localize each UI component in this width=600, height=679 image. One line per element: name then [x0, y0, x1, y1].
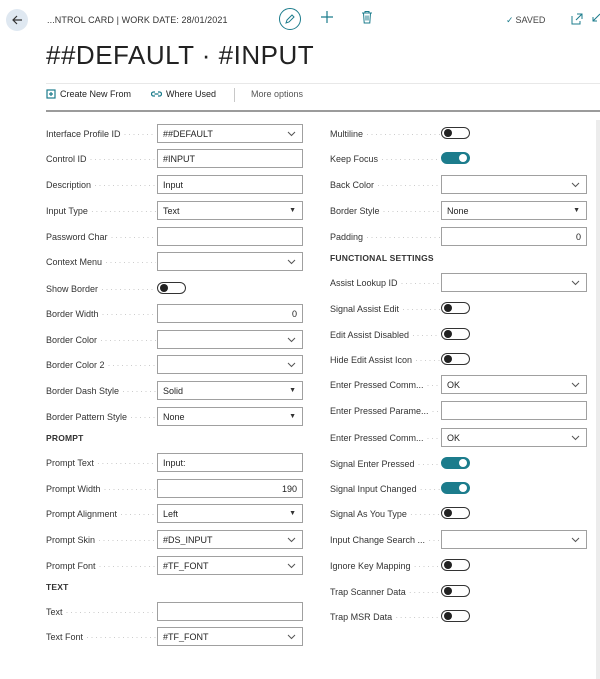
chevron-down-icon	[287, 335, 296, 344]
chevron-down-icon	[571, 180, 580, 189]
field-label: Border Style	[330, 205, 380, 216]
field-control-id	[46, 149, 304, 168]
section-prompt: PROMPT	[46, 433, 84, 443]
field-label: Control ID	[46, 153, 87, 164]
field-label: Signal As You Type	[330, 508, 407, 519]
field-password-char	[46, 227, 304, 246]
dropdown-arrow-icon: ▼	[289, 207, 296, 214]
assist-lookup-id-lookup[interactable]	[441, 273, 587, 292]
field-enter-pressed-command-1	[330, 375, 588, 394]
field-label: Signal Assist Edit	[330, 303, 400, 314]
password-char-input[interactable]	[157, 227, 303, 246]
field-assist-lookup-id	[330, 273, 588, 292]
field-label: Prompt Text	[46, 457, 94, 468]
action-separator	[234, 88, 235, 102]
field-label: Keep Focus	[330, 153, 379, 164]
field-label: Border Dash Style	[46, 385, 120, 396]
field-prompt-width	[46, 479, 304, 498]
prompt-skin-lookup[interactable]: #DS_INPUT	[157, 530, 303, 549]
field-label: Show Border	[46, 283, 99, 294]
action-bar-divider	[46, 110, 600, 112]
text-input[interactable]	[157, 602, 303, 621]
ignore-key-mapping-toggle[interactable]	[441, 559, 470, 571]
field-label: Context Menu	[46, 256, 103, 267]
enter-pressed-command-2-lookup[interactable]: OK	[441, 428, 587, 447]
text-font-lookup[interactable]: #TF_FONT	[157, 627, 303, 646]
arrow-left-icon	[11, 14, 23, 26]
toggle-knob	[444, 561, 452, 569]
toggle-knob	[459, 154, 467, 162]
create-new-from-button[interactable]	[46, 89, 131, 99]
more-options-button[interactable]: More options	[251, 89, 304, 99]
description-input[interactable]: Input	[157, 175, 303, 194]
field-label: Multiline	[330, 128, 364, 139]
control-id-input[interactable]: #INPUT	[157, 149, 303, 168]
prompt-text-input[interactable]: Input:	[157, 453, 303, 472]
dropdown-arrow-icon: ▼	[289, 510, 296, 517]
field-label: Prompt Width	[46, 483, 101, 494]
field-prompt-alignment	[46, 504, 304, 523]
field-border-dash-style	[46, 381, 304, 400]
toggle-knob	[444, 612, 452, 620]
signal-assist-edit-toggle[interactable]	[441, 302, 470, 314]
chevron-down-icon	[571, 535, 580, 544]
toggle-knob	[444, 129, 452, 137]
field-multiline	[330, 124, 588, 143]
enter-pressed-command-1-lookup[interactable]: OK	[441, 375, 587, 394]
check-icon: ✓	[506, 15, 514, 25]
action-bar	[46, 83, 600, 105]
signal-as-you-type-toggle[interactable]	[441, 507, 470, 519]
signal-input-changed-toggle[interactable]	[441, 482, 470, 494]
plus-icon[interactable]	[320, 10, 334, 24]
toggle-knob	[459, 459, 467, 467]
link-icon	[151, 89, 162, 99]
field-label: Signal Input Changed	[330, 483, 417, 494]
field-padding	[330, 227, 588, 246]
field-label: Prompt Font	[46, 560, 96, 571]
chevron-down-icon	[287, 129, 296, 138]
field-keep-focus	[330, 149, 588, 168]
field-description	[46, 175, 304, 194]
section-functional-settings: FUNCTIONAL SETTINGS	[330, 253, 434, 263]
field-edit-assist-disabled	[330, 325, 588, 344]
field-text-font	[46, 627, 304, 646]
keep-focus-toggle[interactable]	[441, 152, 470, 164]
saved-status	[506, 15, 545, 26]
field-label: Back Color	[330, 179, 375, 190]
chevron-down-icon	[571, 278, 580, 287]
field-label: Enter Pressed Comm...	[330, 432, 424, 443]
border-color-2-lookup[interactable]	[157, 355, 303, 374]
field-prompt-font	[46, 556, 304, 575]
field-ignore-key-mapping	[330, 556, 588, 575]
multiline-toggle[interactable]	[441, 127, 470, 139]
field-label: Border Color	[46, 334, 98, 345]
field-label: Trap Scanner Data	[330, 586, 406, 597]
top-bar	[0, 0, 600, 40]
field-label: Assist Lookup ID	[330, 277, 398, 288]
toggle-knob	[459, 484, 467, 492]
field-signal-enter-pressed	[330, 454, 588, 473]
input-type-select[interactable]: Text ▼	[157, 201, 303, 220]
field-label: Password Char	[46, 231, 108, 242]
toggle-knob	[160, 284, 168, 292]
input-change-search-lookup[interactable]	[441, 530, 587, 549]
chevron-down-icon	[571, 380, 580, 389]
breadcrumb: ...NTROL CARD | WORK DATE: 28/01/2021	[47, 15, 228, 25]
field-border-color-2	[46, 355, 304, 374]
chevron-down-icon	[287, 561, 296, 570]
edit-assist-disabled-toggle[interactable]	[441, 328, 470, 340]
field-signal-assist-edit	[330, 299, 588, 318]
dropdown-arrow-icon: ▼	[289, 413, 296, 420]
field-enter-pressed-command-2	[330, 428, 588, 447]
field-label: Prompt Alignment	[46, 508, 118, 519]
edit-button[interactable]	[279, 8, 301, 30]
field-label: Trap MSR Data	[330, 611, 393, 622]
page-title: ##DEFAULT · #INPUT	[46, 40, 315, 70]
chevron-down-icon	[287, 632, 296, 641]
toggle-knob	[444, 355, 452, 363]
field-label: Padding	[330, 231, 364, 242]
saved-label: SAVED	[515, 15, 546, 25]
field-border-color	[46, 330, 304, 349]
dropdown-arrow-icon: ▼	[573, 207, 580, 214]
chevron-down-icon	[287, 360, 296, 369]
field-label: Signal Enter Pressed	[330, 458, 415, 469]
field-prompt-skin	[46, 530, 304, 549]
field-label: Border Color 2	[46, 359, 105, 370]
padding-input[interactable]: 0	[441, 227, 587, 246]
field-label: Edit Assist Disabled	[330, 329, 410, 340]
back-button[interactable]	[6, 9, 28, 31]
where-used-button[interactable]	[151, 89, 216, 99]
delete-icon[interactable]	[361, 10, 373, 24]
toggle-knob	[444, 587, 452, 595]
field-input-change-search	[330, 530, 588, 549]
chevron-down-icon	[287, 257, 296, 266]
border-style-select[interactable]: None ▼	[441, 201, 587, 220]
signal-enter-pressed-toggle[interactable]	[441, 457, 470, 469]
field-text	[46, 602, 304, 621]
field-label: Prompt Skin	[46, 534, 96, 545]
field-prompt-text	[46, 453, 304, 472]
enter-pressed-parameters-input[interactable]	[441, 401, 587, 420]
field-label: Text Font	[46, 631, 84, 642]
field-enter-pressed-parameters	[330, 401, 588, 420]
interface-profile-id-lookup[interactable]: ##DEFAULT	[157, 124, 303, 143]
section-text: TEXT	[46, 582, 69, 592]
field-label: Ignore Key Mapping	[330, 560, 411, 571]
field-hide-edit-assist-icon	[330, 350, 588, 369]
field-context-menu	[46, 252, 304, 271]
field-label: Input Change Search ...	[330, 534, 426, 545]
toggle-knob	[444, 509, 452, 517]
field-label: Border Pattern Style	[46, 411, 128, 422]
field-trap-scanner-data	[330, 582, 588, 601]
show-border-toggle[interactable]	[157, 282, 186, 294]
chevron-down-icon	[571, 433, 580, 442]
prompt-alignment-select[interactable]: Left ▼	[157, 504, 303, 523]
field-input-type	[46, 201, 304, 220]
context-menu-lookup[interactable]	[157, 252, 303, 271]
prompt-width-input[interactable]: 190	[157, 479, 303, 498]
field-show-border	[46, 279, 304, 298]
field-label: Enter Pressed Comm...	[330, 379, 424, 390]
field-border-pattern-style	[46, 407, 304, 426]
trap-msr-data-toggle[interactable]	[441, 610, 470, 622]
field-label: Hide Edit Assist Icon	[330, 354, 413, 365]
field-label: Interface Profile ID	[46, 128, 121, 139]
field-label: Enter Pressed Parame...	[330, 405, 429, 416]
field-border-width	[46, 304, 304, 323]
border-color-lookup[interactable]	[157, 330, 303, 349]
trap-scanner-data-toggle[interactable]	[441, 585, 470, 597]
field-interface-profile-id	[46, 124, 304, 143]
toggle-knob	[444, 330, 452, 338]
border-pattern-style-select[interactable]: None ▼	[157, 407, 303, 426]
chevron-down-icon	[287, 535, 296, 544]
hide-edit-assist-icon-toggle[interactable]	[441, 353, 470, 365]
open-new-window-icon[interactable]	[571, 13, 583, 25]
back-color-lookup[interactable]	[441, 175, 587, 194]
border-width-input[interactable]: 0	[157, 304, 303, 323]
create-new-from-label: Create New From	[60, 89, 132, 99]
scrollbar[interactable]	[596, 120, 600, 679]
field-label: Border Width	[46, 308, 99, 319]
field-border-style	[330, 201, 588, 220]
where-used-label: Where Used	[166, 89, 217, 99]
field-label: Input Type	[46, 205, 88, 216]
collapse-icon[interactable]	[591, 13, 600, 25]
field-signal-as-you-type	[330, 504, 588, 523]
field-label: Description	[46, 179, 92, 190]
toggle-knob	[444, 304, 452, 312]
field-label: Text	[46, 606, 63, 617]
dropdown-arrow-icon: ▼	[289, 387, 296, 394]
create-copy-icon	[46, 89, 56, 99]
field-back-color	[330, 175, 588, 194]
field-signal-input-changed	[330, 479, 588, 498]
field-trap-msr-data	[330, 607, 588, 626]
pencil-icon	[284, 13, 296, 25]
border-dash-style-select[interactable]: Solid ▼	[157, 381, 303, 400]
prompt-font-lookup[interactable]: #TF_FONT	[157, 556, 303, 575]
